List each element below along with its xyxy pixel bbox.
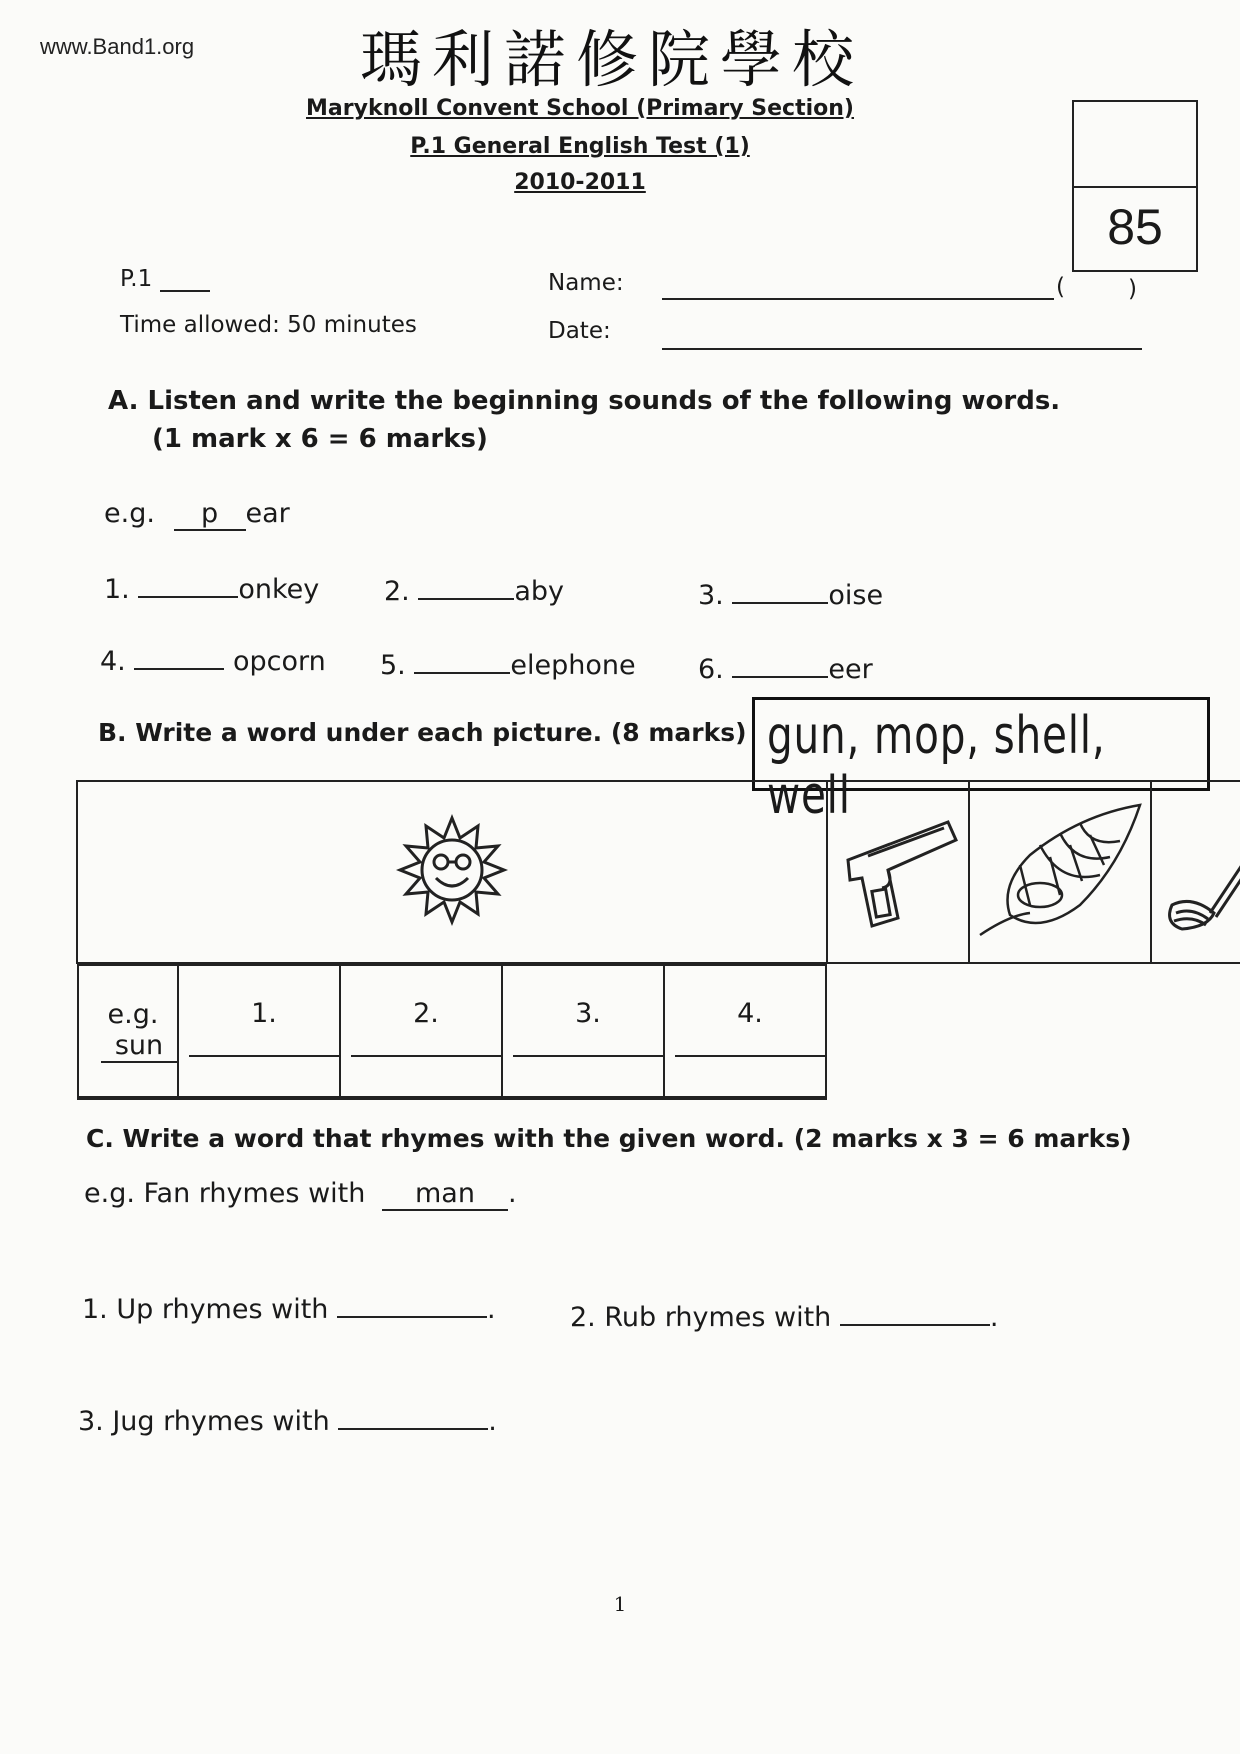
answer-number: 4. <box>737 998 763 1029</box>
item-word: aby <box>514 576 565 607</box>
mop-icon <box>1152 795 1240 945</box>
answer-blank[interactable] <box>338 1402 488 1430</box>
item-word: elephone <box>510 650 636 681</box>
section-a-item-4 <box>100 642 326 677</box>
watermark-url: www.Band1.org <box>40 34 195 59</box>
item-text: 2. Rub rhymes with <box>570 1302 832 1333</box>
answer-blank[interactable] <box>189 1029 339 1057</box>
example-word: ear <box>245 498 290 529</box>
answer-cell-4 <box>664 965 826 1097</box>
item-number: 1. <box>104 574 130 605</box>
sun-picture <box>77 781 827 963</box>
page-number: 1 <box>613 1592 627 1616</box>
example-answer: sun <box>101 1030 177 1063</box>
item-number: 6. <box>698 654 724 685</box>
section-c-item-2: 2. Rub rhymes with . <box>570 1298 998 1333</box>
name-label: Name: <box>548 270 624 296</box>
item-number: 3. <box>698 580 724 611</box>
section-a-item-6 <box>698 650 873 685</box>
section-a-marks: (1 mark x 6 = 6 marks) <box>152 424 488 454</box>
date-blank[interactable] <box>662 322 1142 350</box>
section-a-title: A. Listen and write the beginning sounds of the following words. <box>108 386 1061 416</box>
section-b-title: B. Write a word under each picture. (8 marks) <box>98 718 747 747</box>
paren-open: ( <box>1056 274 1065 300</box>
answer-blank[interactable] <box>414 646 510 674</box>
answer-blank[interactable] <box>732 650 828 678</box>
answer-blank[interactable] <box>840 1298 990 1326</box>
example-answer-cell <box>78 965 178 1097</box>
shell-icon <box>970 795 1150 945</box>
section-c-item-1: 1. Up rhymes with . <box>82 1290 496 1325</box>
date-label: Date: <box>548 318 611 344</box>
name-blank[interactable] <box>662 272 1054 300</box>
school-year: 2010-2011 <box>514 170 646 195</box>
item-text: 1. Up rhymes with <box>82 1294 329 1325</box>
section-a-item-1 <box>104 570 319 605</box>
answer-number: 2. <box>413 998 439 1029</box>
answer-blank[interactable] <box>337 1290 487 1318</box>
section-c-title: C. Write a word that rhymes with the given word. (2 marks x 3 = 6 marks) <box>86 1124 1132 1153</box>
score-box <box>1072 100 1198 272</box>
answer-blank[interactable] <box>675 1029 825 1057</box>
answer-number: 1. <box>251 998 277 1029</box>
example-text: e.g. Fan rhymes with <box>84 1178 366 1209</box>
answer-cell-3 <box>502 965 664 1097</box>
mop-picture <box>1151 781 1240 963</box>
class-label: P.1 <box>120 266 153 292</box>
answer-blank[interactable] <box>138 570 238 598</box>
shell-picture <box>969 781 1151 963</box>
section-c-example: e.g. Fan rhymes with man . <box>84 1178 517 1209</box>
item-number: 4. <box>100 646 126 677</box>
time-allowed: Time allowed: 50 minutes <box>120 312 417 338</box>
gun-picture <box>827 781 969 963</box>
example-prefix: e.g. <box>107 999 159 1030</box>
item-word: eer <box>828 654 873 685</box>
test-title: P.1 General English Test (1) <box>410 134 750 159</box>
answer-number: 3. <box>575 998 601 1029</box>
picture-table <box>76 780 1240 1100</box>
section-a-item-5 <box>380 646 636 681</box>
paren-close: ) <box>1128 276 1137 302</box>
item-text: 3. Jug rhymes with <box>78 1406 330 1437</box>
class-blank[interactable] <box>160 270 210 292</box>
answer-blank[interactable] <box>134 642 224 670</box>
section-c-item-3: 3. Jug rhymes with . <box>78 1402 497 1437</box>
score-value: 85 <box>1107 199 1163 255</box>
example-answer: man <box>382 1178 508 1211</box>
gun-icon <box>828 800 968 940</box>
answer-blank[interactable] <box>513 1029 663 1057</box>
answer-cell-2 <box>340 965 502 1097</box>
word-bank-box <box>752 697 1210 826</box>
item-number: 5. <box>380 650 406 681</box>
item-word: opcorn <box>232 646 326 677</box>
answer-blank[interactable] <box>732 576 828 604</box>
example-answer: p <box>174 498 246 531</box>
sun-icon <box>392 810 512 930</box>
section-a-example <box>104 498 290 531</box>
section-a-item-2 <box>384 572 564 607</box>
school-english-name: Maryknoll Convent School (Primary Section) <box>306 96 854 121</box>
item-word: onkey <box>238 574 320 605</box>
answer-blank[interactable] <box>351 1029 501 1057</box>
section-a-item-3 <box>698 576 883 611</box>
item-number: 2. <box>384 576 410 607</box>
school-chinese-name: 瑪利諾修院學校 <box>360 23 865 96</box>
answer-blank[interactable] <box>418 572 514 600</box>
answer-cell-1 <box>178 965 340 1097</box>
word-bank-text: gun, mop, shell, well <box>767 706 1106 826</box>
class-field <box>120 266 210 292</box>
example-prefix: e.g. <box>104 498 155 529</box>
item-word: oise <box>828 580 884 611</box>
